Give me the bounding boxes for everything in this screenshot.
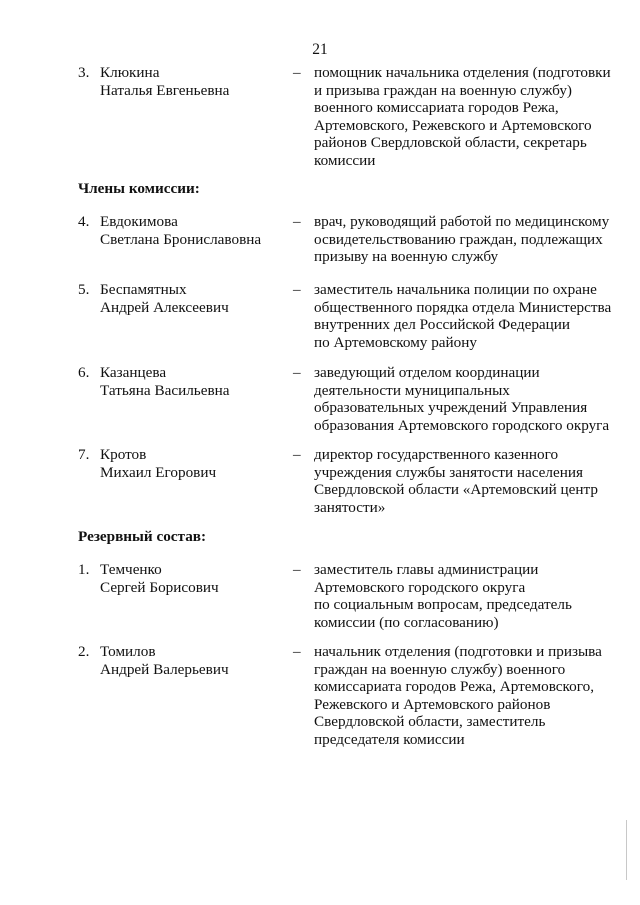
role-line: заместитель начальника полиции по охране — [314, 281, 597, 298]
role-line: заведующий отделом координации — [314, 364, 540, 381]
dash-separator: – — [293, 446, 301, 463]
role-line: граждан на военную службу) военного — [314, 660, 566, 678]
role-line: заместитель главы администрации — [314, 561, 539, 578]
position-description — [314, 643, 614, 749]
role-line: занятости» — [314, 498, 386, 516]
scan-artifact-line — [626, 820, 627, 880]
entry-number: 2. — [78, 643, 90, 660]
reserve-heading: Резервный состав: — [78, 528, 207, 545]
members-heading: Члены комиссии: — [78, 180, 200, 197]
surname: Темченко — [100, 561, 162, 578]
role-line: комиссариата городов Режа, Артемовского, — [314, 678, 594, 696]
role-line: Режевского и Артемовского районов — [314, 695, 551, 713]
entry-number: 1. — [78, 561, 90, 578]
dash-separator: – — [293, 281, 301, 298]
given-names: Андрей Алексеевич — [100, 298, 229, 316]
page-number: 21 — [312, 41, 328, 58]
role-line: внутренних дел Российской Федерации — [314, 316, 571, 334]
role-line: врач, руководящий работой по медицинскому — [314, 213, 610, 230]
person-name — [100, 561, 290, 596]
person-name — [100, 364, 290, 399]
role-line: призыву на военную службу — [314, 248, 499, 266]
dash-separator: – — [293, 64, 301, 81]
role-line: Артемовского городского округа — [314, 578, 526, 596]
surname: Кротов — [100, 446, 147, 463]
role-line: по Артемовскому району — [314, 333, 477, 351]
role-line: директор государственного казенного — [314, 446, 559, 463]
role-line: образования Артемовского городского округа — [314, 416, 610, 434]
position-description — [314, 364, 614, 434]
role-line: военного комиссариата городов Режа, — [314, 99, 559, 117]
given-names: Светлана Брониславовна — [100, 230, 262, 248]
entry-number: 3. — [78, 64, 90, 81]
dash-separator: – — [293, 213, 301, 230]
role-line: комиссии (по согласованию) — [314, 613, 499, 631]
role-line: районов Свердловской области, секретарь — [314, 134, 587, 152]
person-name — [100, 446, 290, 481]
role-line: председателя комиссии — [314, 730, 465, 748]
entry-number: 5. — [78, 281, 90, 298]
surname: Евдокимова — [100, 213, 178, 230]
role-line: общественного порядка отдела Министерства — [314, 298, 612, 316]
entry-number: 7. — [78, 446, 90, 463]
role-line: освидетельствованию граждан, подлежащих — [314, 230, 603, 248]
entry-number: 6. — [78, 364, 90, 381]
surname: Клюкина — [100, 64, 160, 81]
role-line: учреждения службы занятости населения — [314, 463, 583, 481]
entry-number: 4. — [78, 213, 90, 230]
position-description — [314, 64, 614, 170]
person-name — [100, 64, 290, 99]
surname: Томилов — [100, 643, 156, 660]
role-line: начальник отделения (подготовки и призыва — [314, 643, 602, 660]
dash-separator: – — [293, 643, 301, 660]
position-description — [314, 281, 614, 351]
role-line: по социальным вопросам, председатель — [314, 596, 572, 614]
role-line: Свердловской области, заместитель — [314, 713, 546, 731]
position-description — [314, 561, 614, 631]
role-line: деятельности муниципальных — [314, 381, 510, 399]
given-names: Михаил Егорович — [100, 463, 217, 481]
role-line: комиссии — [314, 151, 376, 169]
given-names: Татьяна Васильевна — [100, 381, 230, 399]
position-description — [314, 213, 614, 266]
given-names: Сергей Борисович — [100, 578, 219, 596]
position-description — [314, 446, 614, 516]
dash-separator: – — [293, 364, 301, 381]
dash-separator: – — [293, 561, 301, 578]
person-name — [100, 213, 290, 248]
surname: Беспамятных — [100, 281, 187, 298]
role-line: Свердловской области «Артемовский центр — [314, 481, 598, 499]
role-line: и призыва граждан на военную службу) — [314, 81, 572, 99]
surname: Казанцева — [100, 364, 167, 381]
person-name — [100, 281, 290, 316]
role-line: образовательных учреждений Управления — [314, 399, 588, 417]
given-names: Андрей Валерьевич — [100, 660, 229, 678]
given-names: Наталья Евгеньевна — [100, 81, 230, 99]
role-line: помощник начальника отделения (подготовки — [314, 64, 611, 81]
role-line: Артемовского, Режевского и Артемовского — [314, 116, 592, 134]
person-name — [100, 643, 290, 678]
